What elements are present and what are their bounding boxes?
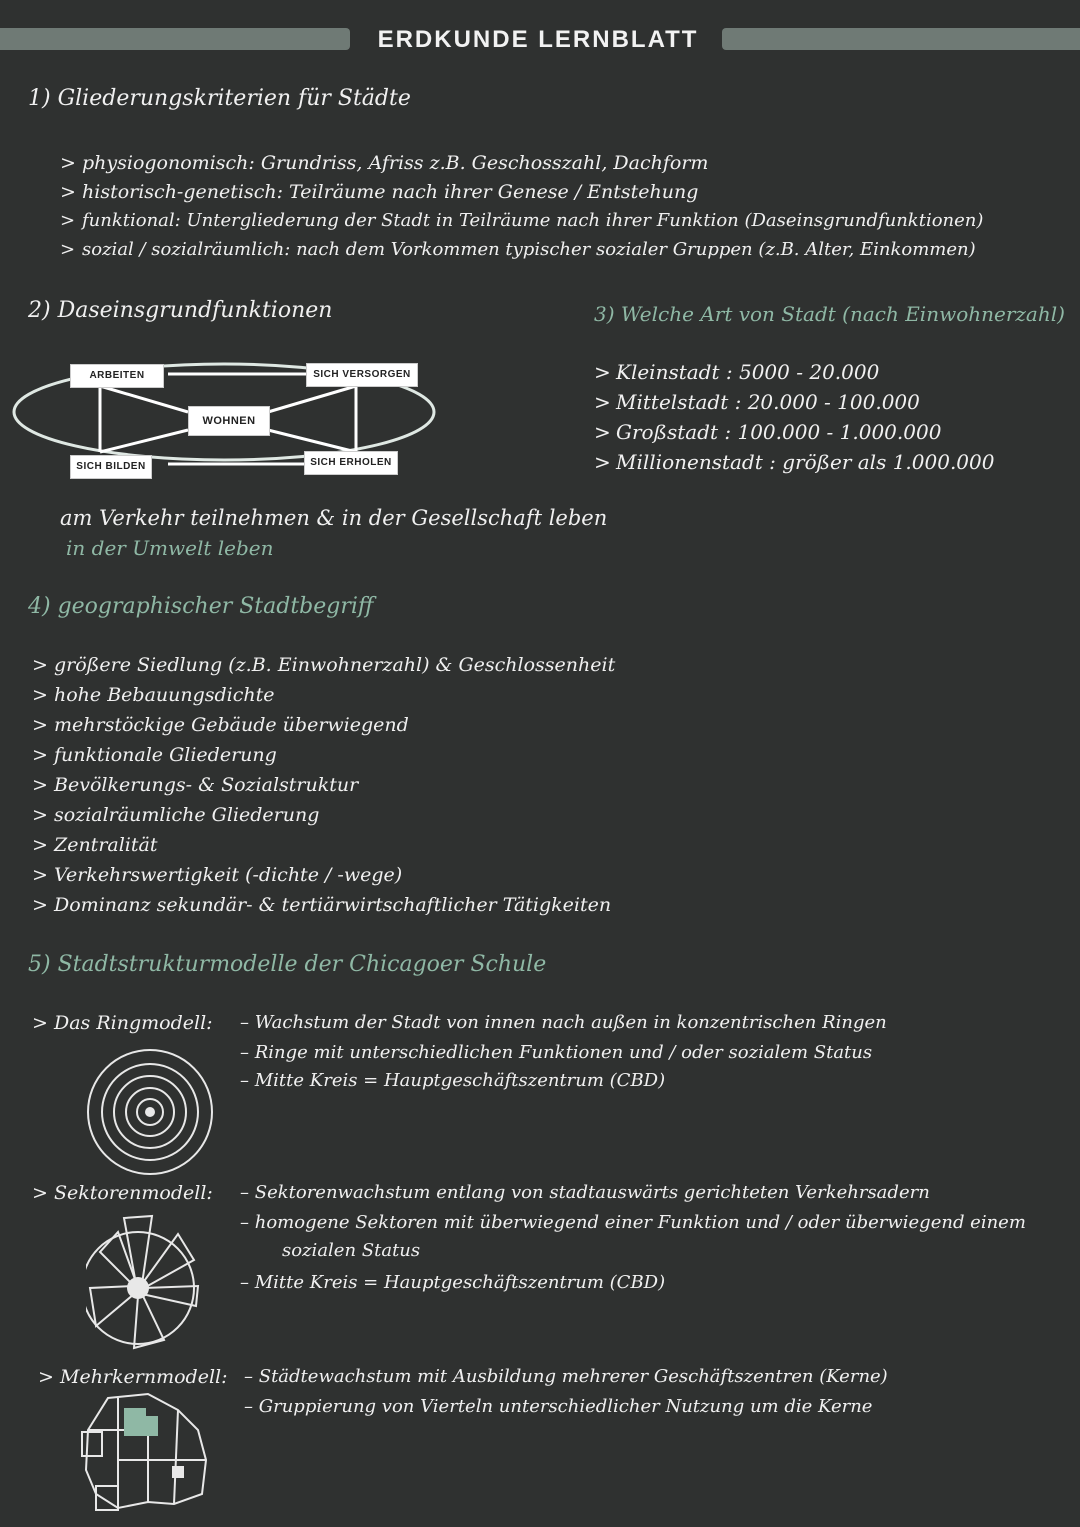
sektorenmodell-diagram: [86, 1214, 206, 1354]
box-arbeiten: ARBEITEN: [70, 364, 164, 388]
sektorenmodell-point: – Sektorenwachstum entlang von stadtauswärts gerichteten Verkehrsadern: [240, 1182, 930, 1203]
diagram-line: [268, 430, 356, 452]
section1-item: > sozial / sozialräumlich: nach dem Vorkommen typischer sozialer Gruppen (z.B. Alter, Einkommen): [60, 239, 976, 260]
sector: [90, 1286, 134, 1326]
mehrkernmodell-point: – Gruppierung von Vierteln unterschiedlicher Nutzung um die Kerne: [244, 1396, 873, 1417]
mehrkernmodell-label: > Mehrkernmodell:: [38, 1366, 228, 1388]
ringmodell-point: – Mitte Kreis = Hauptgeschäftszentrum (CBD): [240, 1070, 666, 1091]
sektorenmodell-point: – Mitte Kreis = Hauptgeschäftszentrum (CBD): [240, 1272, 666, 1293]
sektorenmodell-label: > Sektorenmodell:: [32, 1182, 213, 1204]
box-wohnen: WOHNEN: [188, 406, 270, 436]
core-small: [172, 1466, 184, 1478]
section4-item: > Verkehrswertigkeit (-dichte / -wege): [32, 864, 403, 886]
section3-item: > Kleinstadt : 5000 - 20.000: [594, 360, 880, 384]
sektorenmodell-point: – homogene Sektoren mit überwiegend einer Funktion und / oder überwiegend einem: [240, 1212, 1026, 1233]
section4-item: > Zentralität: [32, 834, 158, 856]
section4-item: > sozialräumliche Gliederung: [32, 804, 320, 826]
section4-item: > mehrstöckige Gebäude überwiegend: [32, 714, 409, 736]
section1-item: > historisch-genetisch: Teilräume nach ihrer Genese / Entstehung: [60, 181, 699, 203]
section3-item: > Millionenstadt : größer als 1.000.000: [594, 450, 995, 474]
section2-heading: 2) Daseinsgrundfunktionen: [28, 298, 333, 323]
core: [138, 1416, 158, 1436]
ringmodell-label: > Das Ringmodell:: [32, 1012, 213, 1034]
section3-heading: 3) Welche Art von Stadt (nach Einwohnerzahl): [594, 302, 1065, 326]
mehrkernmodell-point: – Städtewachstum mit Ausbildung mehrerer Geschäftszentren (Kerne): [244, 1366, 888, 1387]
section4-item: > hohe Bebauungsdichte: [32, 684, 275, 706]
section5-heading: 5) Stadtstrukturmodelle der Chicagoer Schule: [28, 952, 547, 977]
section2-note-white: am Verkehr teilnehmen & in der Gesellschaft leben: [60, 506, 608, 530]
page-title: ERDKUNDE LERNBLATT: [377, 26, 699, 53]
section3-item: > Großstadt : 100.000 - 1.000.000: [594, 420, 942, 444]
section4-item: > Bevölkerungs- & Sozialstruktur: [32, 774, 359, 796]
diagram-line: [268, 386, 356, 412]
sector-center: [127, 1277, 149, 1299]
section1-heading: 1) Gliederungskriterien für Städte: [28, 86, 411, 111]
section4-item: > größere Siedlung (z.B. Einwohnerzahl) & Geschlossenheit: [32, 654, 616, 676]
section4-item: > Dominanz sekundär- & tertiärwirtschaftlicher Tätigkeiten: [32, 894, 612, 916]
mehrkernmodell-diagram: [78, 1390, 214, 1514]
title-bar-left: [0, 28, 350, 50]
diagram-line: [100, 386, 188, 412]
diagram-line: [100, 430, 188, 452]
sector: [124, 1216, 152, 1284]
ringmodell-point: – Wachstum der Stadt von innen nach außen in konzentrischen Ringen: [240, 1012, 887, 1033]
ringmodell-point: – Ringe mit unterschiedlichen Funktionen und / oder sozialem Status: [240, 1042, 873, 1063]
sector: [142, 1286, 198, 1306]
ringmodell-diagram: [84, 1046, 216, 1178]
section1-item: > physiogonomisch: Grundriss, Afriss z.B. Geschosszahl, Dachform: [60, 152, 709, 174]
section4-heading: 4) geographischer Stadtbegriff: [28, 594, 374, 619]
section2-note-green: in der Umwelt leben: [66, 536, 274, 560]
title-bar-right: [722, 28, 1080, 50]
ring-center: [145, 1107, 155, 1117]
box-sich-erholen: SICH ERHOLEN: [304, 451, 398, 475]
section3-item: > Mittelstadt : 20.000 - 100.000: [594, 390, 920, 414]
box-sich-versorgen: SICH VERSORGEN: [306, 363, 418, 387]
section4-item: > funktionale Gliederung: [32, 744, 277, 766]
box-sich-bilden: SICH BILDEN: [70, 455, 152, 479]
sektorenmodell-point: sozialen Status: [282, 1240, 421, 1261]
section1-item: > funktional: Untergliederung der Stadt in Teilräume nach ihrer Funktion (Daseinsgrundfunktionen): [60, 210, 984, 231]
